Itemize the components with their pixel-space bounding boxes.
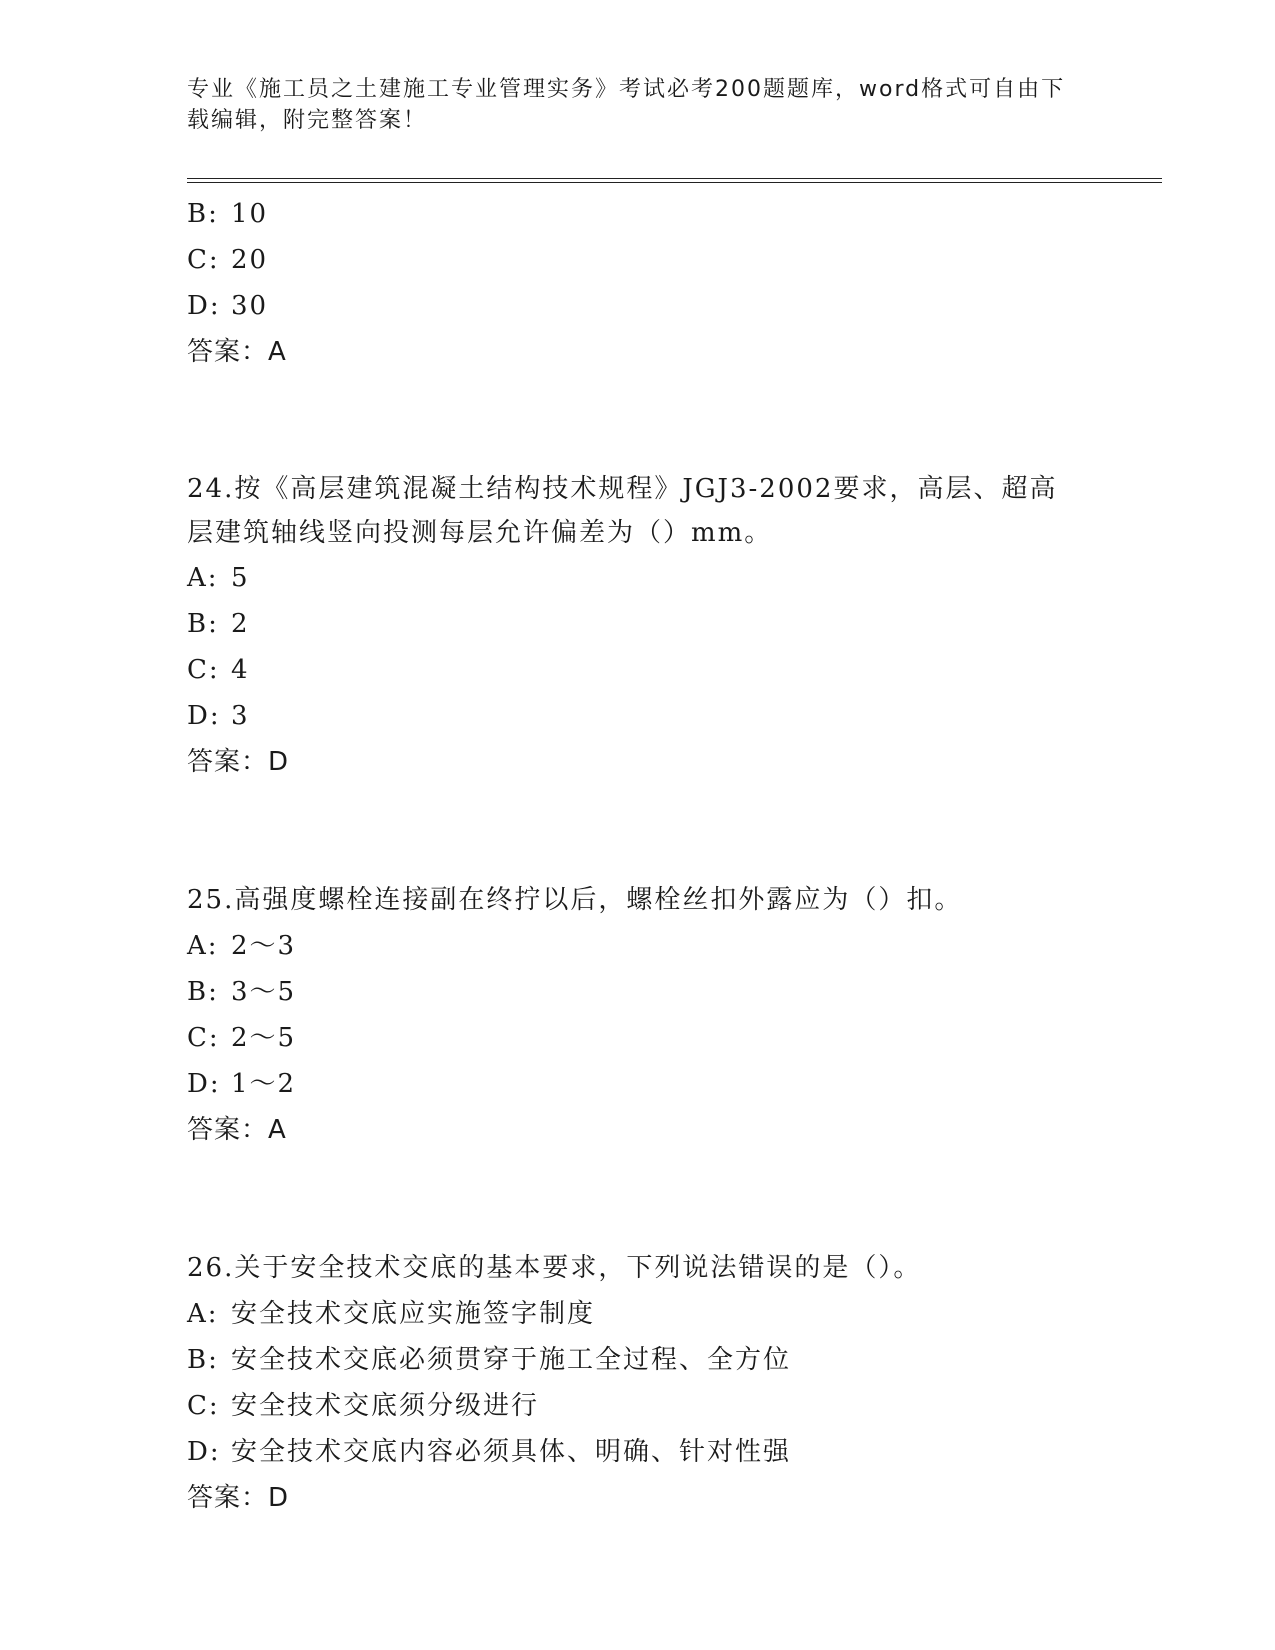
partial-question xyxy=(187,191,1147,375)
option-label: C: xyxy=(187,245,220,275)
question-26 xyxy=(187,1245,1147,1521)
answer-line: 答案：D xyxy=(187,1483,290,1513)
option-b xyxy=(187,1337,1147,1383)
option-text: 2～5 xyxy=(231,1023,297,1053)
option-b xyxy=(187,601,1147,647)
option-label: A: xyxy=(187,1299,219,1329)
option-c xyxy=(187,237,1147,283)
option-text: 安全技术交底必须贯穿于施工全过程、全方位 xyxy=(231,1345,792,1375)
question-stem: 26.关于安全技术交底的基本要求，下列说法错误的是（）。 xyxy=(187,1253,922,1283)
option-c xyxy=(187,1383,1147,1429)
option-text: 10 xyxy=(231,199,269,229)
option-text: 2～3 xyxy=(231,931,297,961)
answer-line: 答案：A xyxy=(187,337,287,367)
option-a xyxy=(187,923,1147,969)
question-stem: 25.高强度螺栓连接副在终拧以后，螺栓丝扣外露应为（）扣。 xyxy=(187,885,963,915)
option-d xyxy=(187,283,1147,329)
option-d xyxy=(187,1061,1147,1107)
option-label: B: xyxy=(187,609,219,639)
option-text: 安全技术交底须分级进行 xyxy=(231,1391,540,1421)
option-label: D: xyxy=(187,291,221,321)
question-25 xyxy=(187,877,1147,1153)
option-label: D: xyxy=(187,1437,221,1467)
document-header: 专业《施工员之土建施工专业管理实务》考试必考200题题库，word格式可自由下载编辑，附完整答案！ xyxy=(187,77,1066,133)
option-label: D: xyxy=(187,1069,221,1099)
option-text: 3～5 xyxy=(231,977,297,1007)
header-divider-top xyxy=(187,178,1162,179)
answer-line: 答案：D xyxy=(187,747,290,777)
option-a xyxy=(187,555,1147,601)
option-text: 安全技术交底应实施签字制度 xyxy=(231,1299,596,1329)
option-label: D: xyxy=(187,701,221,731)
option-c xyxy=(187,1015,1147,1061)
option-d xyxy=(187,693,1147,739)
option-b xyxy=(187,969,1147,1015)
option-label: C: xyxy=(187,1391,220,1421)
option-text: 1～2 xyxy=(231,1069,297,1099)
option-text: 5 xyxy=(231,563,250,593)
answer-line: 答案：A xyxy=(187,1115,287,1145)
question-stem: 24.按《高层建筑混凝土结构技术规程》JGJ3-2002要求，高层、超高层建筑轴线竖向投测每层允许偏差为（）mm。 xyxy=(187,474,1058,548)
question-list xyxy=(187,191,1147,1521)
option-text: 20 xyxy=(231,245,269,275)
option-text: 4 xyxy=(231,655,250,685)
option-b xyxy=(187,191,1147,237)
option-label: A: xyxy=(187,931,219,961)
option-text: 安全技术交底内容必须具体、明确、针对性强 xyxy=(231,1437,792,1467)
header-divider-bottom xyxy=(187,182,1162,183)
option-text: 30 xyxy=(231,291,269,321)
option-text: 2 xyxy=(231,609,250,639)
option-text: 3 xyxy=(231,701,250,731)
question-24 xyxy=(187,467,1147,785)
option-c xyxy=(187,647,1147,693)
option-label: B: xyxy=(187,199,219,229)
option-d xyxy=(187,1429,1147,1475)
option-label: B: xyxy=(187,977,219,1007)
option-a xyxy=(187,1291,1147,1337)
option-label: B: xyxy=(187,1345,219,1375)
option-label: C: xyxy=(187,655,220,685)
option-label: A: xyxy=(187,563,219,593)
option-label: C: xyxy=(187,1023,220,1053)
